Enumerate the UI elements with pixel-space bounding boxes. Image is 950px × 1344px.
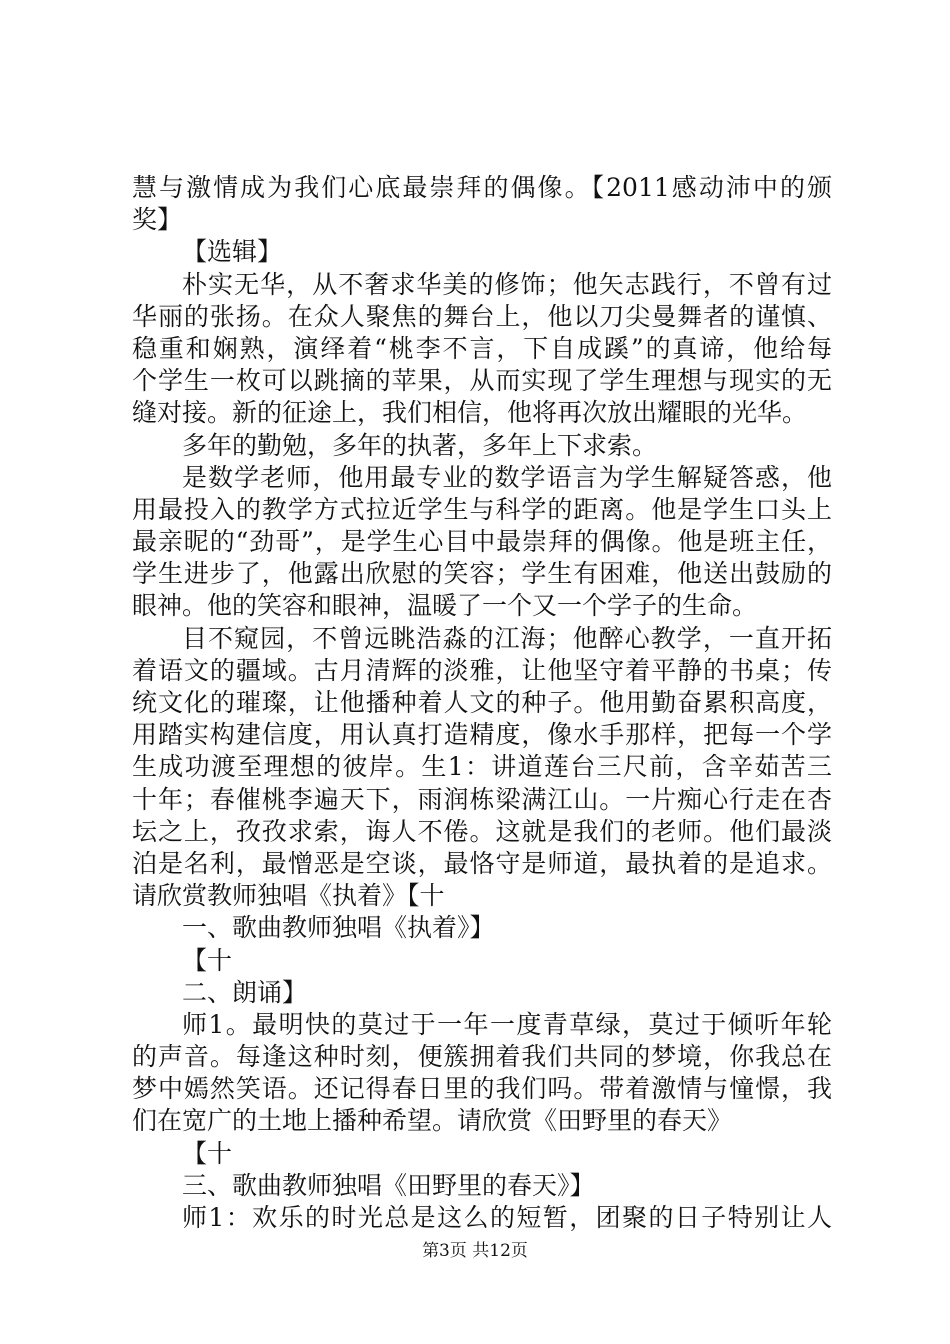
text-line: 慧与激情成为我们心底最崇拜的偶像。【2011感动沛中的颁 <box>132 173 832 202</box>
text-line: 用最投入的教学方式拉近学生与科学的距离。他是学生口头上 <box>132 494 832 524</box>
text-line: 缝对接。新的征途上，我们相信，他将再次放出耀眼的光华。 <box>132 398 808 428</box>
page-footer: 第3页 共12页 <box>422 1241 528 1261</box>
text-line: 眼神。他的笑容和眼神，温暖了一个又一个学子的生命。 <box>132 591 758 621</box>
section-heading: 二、朗诵】 <box>182 977 308 1007</box>
text-line: 奖】 <box>132 205 183 235</box>
text-line: 用踏实构建信度，用认真打造精度，像水手那样，把每一个学 <box>132 720 832 750</box>
section-heading: 【选辑】 <box>182 237 283 267</box>
text-line: 坛之上，孜孜求索，诲人不倦。这就是我们的老师。他们最淡 <box>132 816 832 846</box>
text-line: 稳重和娴熟，演绎着“桃李不言，下自成蹊”的真谛，他给每 <box>132 333 832 363</box>
text-line: 泊是名利，最憎恶是空谈，最恪守是师道，最执着的是追求。 <box>132 848 832 878</box>
text-line: 目不窥园，不曾远眺浩淼的江海；他醉心教学，一直开拓 <box>182 623 832 653</box>
text-line: 是数学老师，他用最专业的数学语言为学生解疑答惑，他 <box>182 462 832 492</box>
section-heading: 一、歌曲教师独唱《执着》】 <box>182 913 495 943</box>
text-line: 朴实无华，从不奢求华美的修饰；他矢志践行，不曾有过 <box>182 269 832 299</box>
document-body <box>132 172 832 1234</box>
text-line: 最亲昵的“劲哥”，是学生心目中最崇拜的偶像。他是班主任， <box>132 527 832 557</box>
text-line: 华丽的张扬。在众人聚焦的舞台上，他以刀尖曼舞者的谨慎、 <box>132 301 832 331</box>
text-line: 十年；春催桃李遍天下，雨润栋梁满江山。一片痴心行走在杏 <box>132 784 832 814</box>
text-line: 生成功渡至理想的彼岸。生1：讲道莲台三尺前，含辛茹苦三 <box>132 752 832 782</box>
section-heading: 【十 <box>182 1138 233 1168</box>
text-line: 统文化的璀璨，让他播种着人文的种子。他用勤奋累积高度， <box>132 688 832 717</box>
text-line: 着语文的疆域。古月清辉的淡雅，让他坚守着平静的书桌；传 <box>132 655 832 685</box>
section-heading: 三、歌曲教师独唱《田野里的春天》】 <box>182 1170 595 1200</box>
text-line: 们在宽广的土地上播种希望。请欣赏《田野里的春天》 <box>132 1106 733 1136</box>
text-line: 师1：欢乐的时光总是这么的短暂，团聚的日子特别让人 <box>182 1203 832 1232</box>
text-line: 学生进步了，他露出欣慰的笑容；学生有困难，他送出鼓励的 <box>132 559 832 589</box>
text-line: 师1。最明快的莫过于一年一度青草绿，莫过于倾听年轮 <box>182 1009 832 1039</box>
text-line: 个学生一枚可以跳摘的苹果，从而实现了学生理想与现实的无 <box>132 366 832 396</box>
text-line: 请欣赏教师独唱《执着》【十 <box>132 881 445 911</box>
text-line: 梦中嫣然笑语。还记得春日里的我们吗。带着激情与憧憬，我 <box>132 1074 832 1104</box>
text-line: 的声音。每逢这种时刻，便簇拥着我们共同的梦境，你我总在 <box>132 1042 832 1072</box>
section-heading: 【十 <box>182 945 233 975</box>
text-line: 多年的勤勉，多年的执著，多年上下求索。 <box>182 430 658 460</box>
